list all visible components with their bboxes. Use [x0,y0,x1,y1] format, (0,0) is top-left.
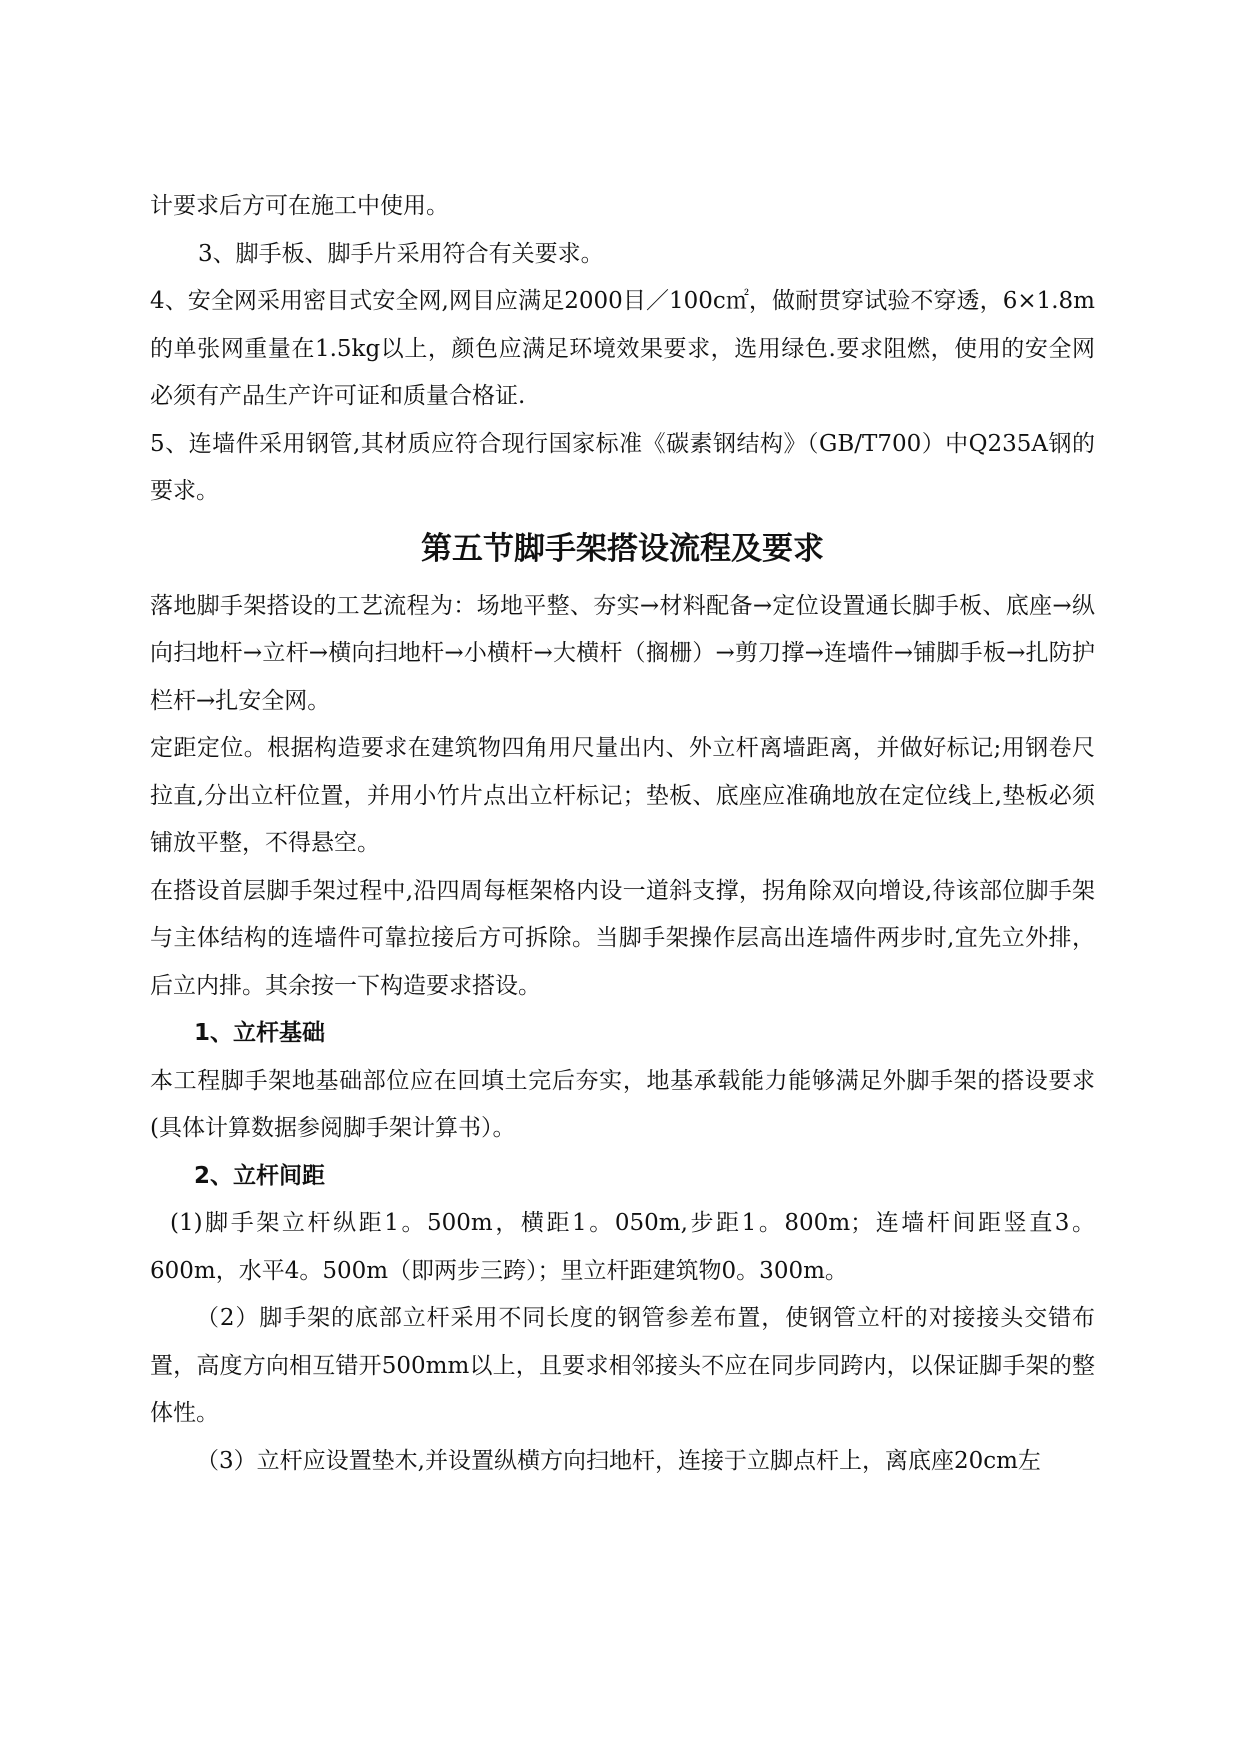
subheading: 2、立杆间距 [194,1162,326,1189]
paragraph: 定距定位。根据构造要求在建筑物四角用尺量出内、外立杆离墙距离，并做好标记;用钢卷尺拉直,分出立杆位置，并用小竹片点出立杆标记；垫板、底座应准确地放在定位线上,垫板必须铺放平整，不得悬空。 [150,735,1095,856]
subheading: 1、立杆基础 [194,1020,326,1046]
paragraph: （2）脚手架的底部立杆采用不同长度的钢管参差布置，使钢管立杆的对接接头交错布置，高度方向相互错开500mm以上，且要求相邻接头不应在同步同跨内，以保证脚手架的整体性。 [150,1305,1095,1426]
document-body [150,183,1095,1485]
paragraph: 4、安全网采用密目式安全网,网目应满足2000目／100c㎡，做耐贯穿试验不穿透，6×1.8m的单张网重量在1.5kg以上，颜色应满足环境效果要求，选用绿色.要求阻燃，使用的安全网必须有产品生产许可证和质量合格证. [150,288,1095,409]
paragraph: 5、连墙件采用钢管,其材质应符合现行国家标准《碳素钢结构》（GB/T700）中Q235A钢的要求。 [150,430,1095,504]
paragraph: 在搭设首层脚手架过程中,沿四周每框架格内设一道斜支撑，拐角除双向增设,待该部位脚手架与主体结构的连墙件可靠拉接后方可拆除。当脚手架操作层高出连墙件两步时,宜先立外排，后立内排。其余按一下构造要求搭设。 [150,877,1095,999]
paragraph: 计要求后方可在施工中使用。 [150,193,449,219]
paragraph: （3）立杆应设置垫木,并设置纵横方向扫地杆，连接于立脚点杆上，离底座20cm左 [196,1447,1041,1474]
paragraph: (1)脚手架立杆纵距1。500m，横距1。050m,步距1。800m；连墙杆间距竖直3。600m，水平4。500m（即两步三跨）；里立杆距建筑物0。300m。 [150,1210,1095,1284]
paragraph: 本工程脚手架地基础部位应在回填土完后夯实，地基承载能力能够满足外脚手架的搭设要求(具体计算数据参阅脚手架计算书）。 [150,1067,1095,1141]
section-heading: 第五节脚手架搭设流程及要求 [421,530,824,567]
paragraph: 落地脚手架搭设的工艺流程为：场地平整、夯实→材料配备→定位设置通长脚手板、底座→纵向扫地杆→立杆→横向扫地杆→小横杆→大横杆（搁栅）→剪刀撑→连墙件→铺脚手板→扎防护栏杆→扎安全网。 [150,592,1095,714]
paragraph: 3、脚手板、脚手片采用符合有关要求。 [198,240,604,267]
